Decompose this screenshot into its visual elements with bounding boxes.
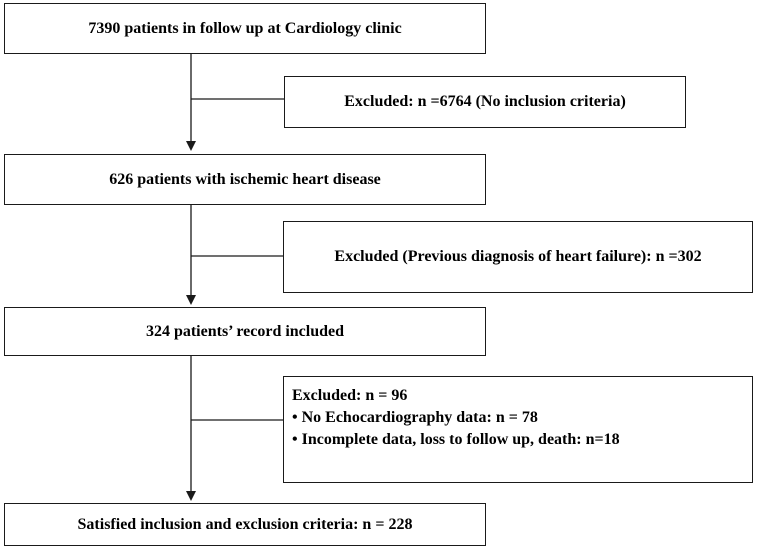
box-exclusion-heart-failure <box>283 221 753 293</box>
exclusion-item-incomplete: • Incomplete data, loss to follow up, death: n=18 <box>292 431 620 448</box>
box-final-cohort <box>4 503 486 546</box>
box-records-included-text: 324 patients’ record included <box>145 322 345 340</box>
box-initial-population <box>4 3 486 54</box>
box-exclusion-no-criteria-text: Excluded: n =6764 (No inclusion criteria) <box>344 93 626 110</box>
box-exclusion-no-criteria <box>284 76 686 128</box>
box-exclusion-missing-data <box>283 376 753 483</box>
box-final-cohort-text: Satisfied inclusion and exclusion criteria: n = 228 <box>77 515 413 533</box>
box-exclusion-heart-failure-text: Excluded (Previous diagnosis of heart failure): n =302 <box>334 248 702 265</box>
exclusion-missing-data-title: Excluded: n = 96 <box>292 387 408 404</box>
box-initial-population-text: 7390 patients in follow up at Cardiology clinic <box>88 19 402 37</box>
box-ischemic-heart-disease <box>4 154 486 205</box>
box-records-included <box>4 307 486 356</box>
box-ischemic-heart-disease-text: 626 patients with ischemic heart disease <box>109 170 381 188</box>
exclusion-item-no-echo: • No Echocardiography data: n = 78 <box>292 409 538 426</box>
